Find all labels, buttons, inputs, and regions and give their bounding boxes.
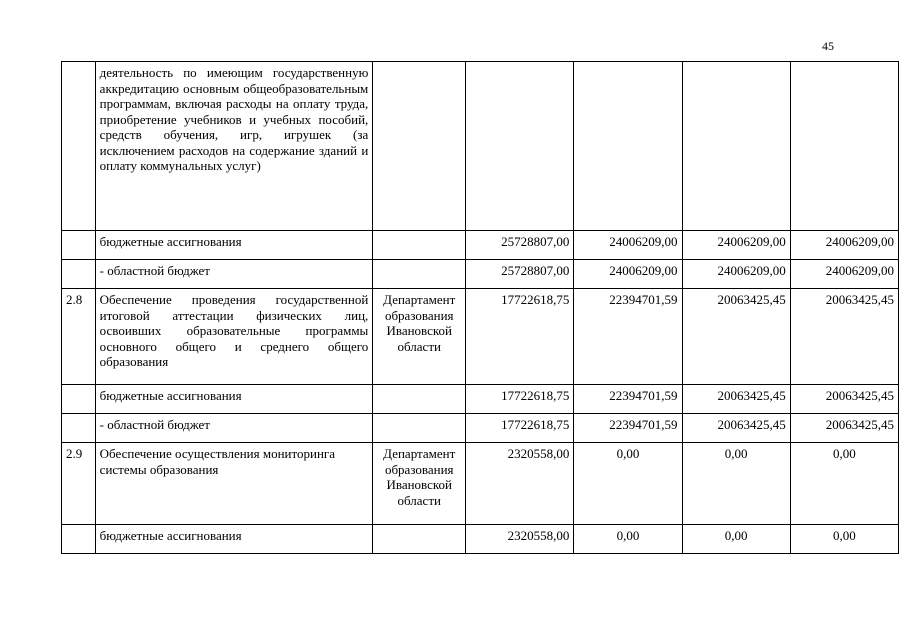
row-value-year4: 24006209,00 <box>790 260 898 289</box>
row-value-year1: 25728807,00 <box>466 231 574 260</box>
row-name-cell: - областной бюджет <box>95 414 373 443</box>
page-number: 45 <box>822 39 834 53</box>
row-value-year1: 17722618,75 <box>466 385 574 414</box>
row-executor-cell <box>373 385 466 414</box>
row-number-cell <box>62 62 96 231</box>
table-row-regional-budget <box>62 260 899 289</box>
row-executor-cell <box>373 414 466 443</box>
row-value-year4: 0,00 <box>790 525 898 554</box>
table-row-2-9 <box>62 443 899 525</box>
row-name-cell: - областной бюджет <box>95 260 373 289</box>
row-value-year2 <box>574 62 682 231</box>
row-number-cell <box>62 525 96 554</box>
table-row-2-8 <box>62 289 899 385</box>
row-name-cell: бюджетные ассигнования <box>95 525 373 554</box>
row-number-cell: 2.9 <box>62 443 96 525</box>
row-value-year3: 20063425,45 <box>682 289 790 385</box>
row-value-year2: 22394701,59 <box>574 289 682 385</box>
row-value-year4: 20063425,45 <box>790 289 898 385</box>
row-executor-cell <box>373 231 466 260</box>
row-number-cell <box>62 260 96 289</box>
budget-table <box>61 61 899 554</box>
row-value-year4: 20063425,45 <box>790 414 898 443</box>
row-value-year3: 20063425,45 <box>682 385 790 414</box>
row-value-year1: 2320558,00 <box>466 525 574 554</box>
row-value-year3: 24006209,00 <box>682 231 790 260</box>
row-number-cell <box>62 231 96 260</box>
row-name-cell: деятельность по имеющим государственную аккредитацию основным общеобразовательным программам, включая расходы на оплату труда, приобретение учебников и учебных пособий, средств обучения, игр, игрушек (за исключением расходов на содержание зданий и оплату коммунальных услуг) <box>95 62 373 231</box>
row-value-year2: 24006209,00 <box>574 260 682 289</box>
row-value-year1: 17722618,75 <box>466 289 574 385</box>
row-value-year3 <box>682 62 790 231</box>
row-name-cell: Обеспечение осуществления мониторинга системы образования <box>95 443 373 525</box>
row-value-year2: 22394701,59 <box>574 414 682 443</box>
row-value-year3: 24006209,00 <box>682 260 790 289</box>
row-value-year4 <box>790 62 898 231</box>
row-value-year4: 0,00 <box>790 443 898 525</box>
row-value-year3: 0,00 <box>682 443 790 525</box>
row-value-year1: 25728807,00 <box>466 260 574 289</box>
row-value-year2: 22394701,59 <box>574 385 682 414</box>
row-number-cell <box>62 385 96 414</box>
row-value-year2: 0,00 <box>574 525 682 554</box>
table-row-budget-allocations <box>62 385 899 414</box>
table-row-regional-budget <box>62 414 899 443</box>
row-value-year3: 0,00 <box>682 525 790 554</box>
row-value-year2: 0,00 <box>574 443 682 525</box>
row-value-year1: 2320558,00 <box>466 443 574 525</box>
row-number-cell: 2.8 <box>62 289 96 385</box>
row-executor-cell <box>373 525 466 554</box>
row-number-cell <box>62 414 96 443</box>
row-executor-cell: Департамент образования Ивановской области <box>373 289 466 385</box>
row-value-year2: 24006209,00 <box>574 231 682 260</box>
row-executor-cell <box>373 62 466 231</box>
table-row-continuation <box>62 62 899 231</box>
row-value-year1: 17722618,75 <box>466 414 574 443</box>
row-value-year3: 20063425,45 <box>682 414 790 443</box>
row-executor-cell <box>373 260 466 289</box>
row-value-year4: 20063425,45 <box>790 385 898 414</box>
row-executor-cell: Департамент образования Ивановской области <box>373 443 466 525</box>
table-row-budget-allocations <box>62 231 899 260</box>
row-name-cell: бюджетные ассигнования <box>95 385 373 414</box>
row-name-cell: бюджетные ассигнования <box>95 231 373 260</box>
table-row-budget-allocations <box>62 525 899 554</box>
row-value-year1 <box>466 62 574 231</box>
row-value-year4: 24006209,00 <box>790 231 898 260</box>
row-name-cell: Обеспечение проведения государственной итоговой аттестации физических лиц, освоивших образовательные программы основного общего и среднего общего образования <box>95 289 373 385</box>
